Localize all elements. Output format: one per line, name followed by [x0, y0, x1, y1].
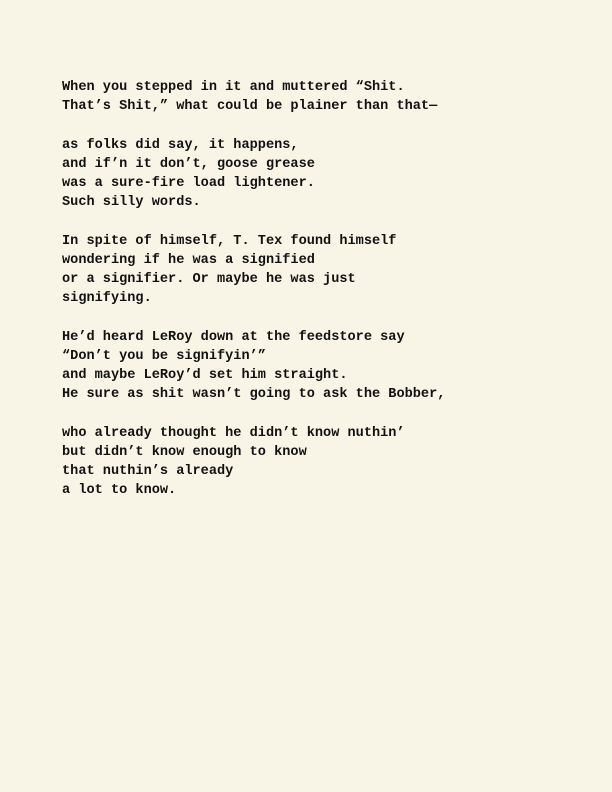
- stanza-1: [62, 78, 602, 116]
- poem-line: but didn’t know enough to know: [62, 445, 307, 460]
- poem-line: When you stepped in it and muttered “Shit.: [62, 80, 405, 95]
- poem-line: and if’n it don’t, goose grease: [62, 157, 315, 172]
- stanza-4: [62, 328, 602, 404]
- stanza-5: [62, 424, 602, 500]
- poem-line: He sure as shit wasn’t going to ask the Bobber,: [62, 387, 446, 402]
- poem-line: Such silly words.: [62, 195, 201, 210]
- poem-line: “Don’t you be signifyin’”: [62, 349, 266, 364]
- poem-line: or a signifier. Or maybe he was just: [62, 272, 356, 287]
- poem-line: a lot to know.: [62, 483, 177, 498]
- poem-line: as folks did say, it happens,: [62, 138, 299, 153]
- poem-page: [62, 78, 602, 520]
- poem-line: That’s Shit,” what could be plainer than that—: [62, 99, 438, 114]
- stanza-3: [62, 232, 602, 308]
- poem-line: that nuthin’s already: [62, 464, 234, 479]
- poem-line: He’d heard LeRoy down at the feedstore say: [62, 330, 405, 345]
- poem-line: signifying.: [62, 291, 152, 306]
- poem-line: wondering if he was a signified: [62, 253, 315, 268]
- stanza-2: [62, 136, 602, 212]
- poem-line: was a sure-fire load lightener.: [62, 176, 315, 191]
- poem-line: and maybe LeRoy’d set him straight.: [62, 368, 348, 383]
- poem-line: In spite of himself, T. Tex found himself: [62, 234, 397, 249]
- poem-line: who already thought he didn’t know nuthin’: [62, 426, 405, 441]
